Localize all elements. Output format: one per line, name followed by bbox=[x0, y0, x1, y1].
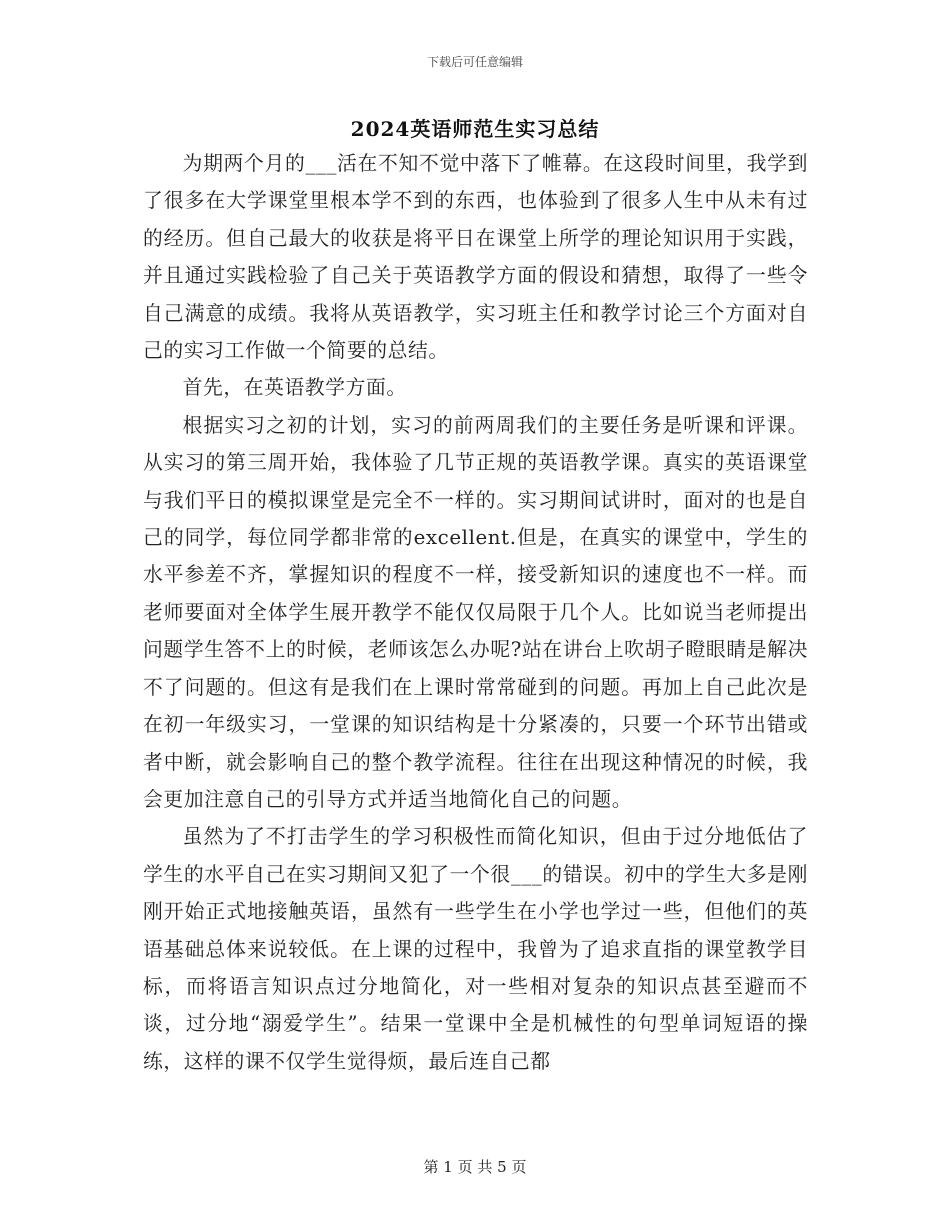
paragraph-section-heading: 首先，在英语教学方面。 bbox=[182, 376, 407, 400]
document-body bbox=[143, 145, 808, 1080]
paragraph-intro: 为期两个月的___活在不知不觉中落下了帷幕。在这段时间里，我学到了很多在大学课堂里根本学不到的东西，也体验到了很多人生中从未有过的经历。但自己最大的收获是将平日在课堂上所学的理论知识用于实践，并且通过实践检验了自己关于英语教学方面的假设和猜想，取得了一些令自己满意的成绩。我将从英语教学，实习班主任和教学讨论三个方面对自己的实习工作做一个简要的总结。 bbox=[143, 152, 808, 363]
header-note: 下载后可任意编辑 bbox=[426, 55, 523, 69]
document-title: 2024英语师范生实习总结 bbox=[350, 117, 600, 141]
paragraph-simplification: 虽然为了不打击学生的学习积极性而简化知识，但由于过分地低估了学生的水平自己在实习期间又犯了一个很___的错误。初中的学生大多是刚刚开始正式地接触英语，虽然有一些学生在小学也学过一些，但他们的英语基础总体来说较低。在上课的过程中，我曾为了追求直指的课堂教学目标，而将语言知识点过分地简化，对一些相对复杂的知识点甚至避而不谈，过分地“溺爱学生”。结果一堂课中全是机械性的句型单词短语的操练，这样的课不仅学生觉得烦，最后连自己都 bbox=[143, 825, 808, 1073]
page-number: 第 1 页 共 5 页 bbox=[423, 1158, 527, 1176]
paragraph-teaching: 根据实习之初的计划，实习的前两周我们的主要任务是听课和评课。从实习的第三周开始，我体验了几节正规的英语教学课。真实的英语课堂与我们平日的模拟课堂是完全不一样的。实习期间试讲时，面对的也是自己的同学，每位同学都非常的excellent.但是，在真实的课堂中，学生的水平参差不齐，掌握知识的程度不一样，接受新知识的速度也不一样。而老师要面对全体学生展开教学不能仅仅局限于几个人。比如说当老师提出问题学生答不上的时候，老师该怎么办呢?站在讲台上吹胡子瞪眼睛是解决不了问题的。但这有是我们在上课时常常碰到的问题。再加上自己此次是在初一年级实习，一堂课的知识结构是十分紧凑的，只要一个环节出错或者中断，就会影响自己的整个教学流程。往往在出现这种情况的时候，我会更加注意自己的引导方式并适当地简化自己的问题。 bbox=[143, 413, 808, 811]
